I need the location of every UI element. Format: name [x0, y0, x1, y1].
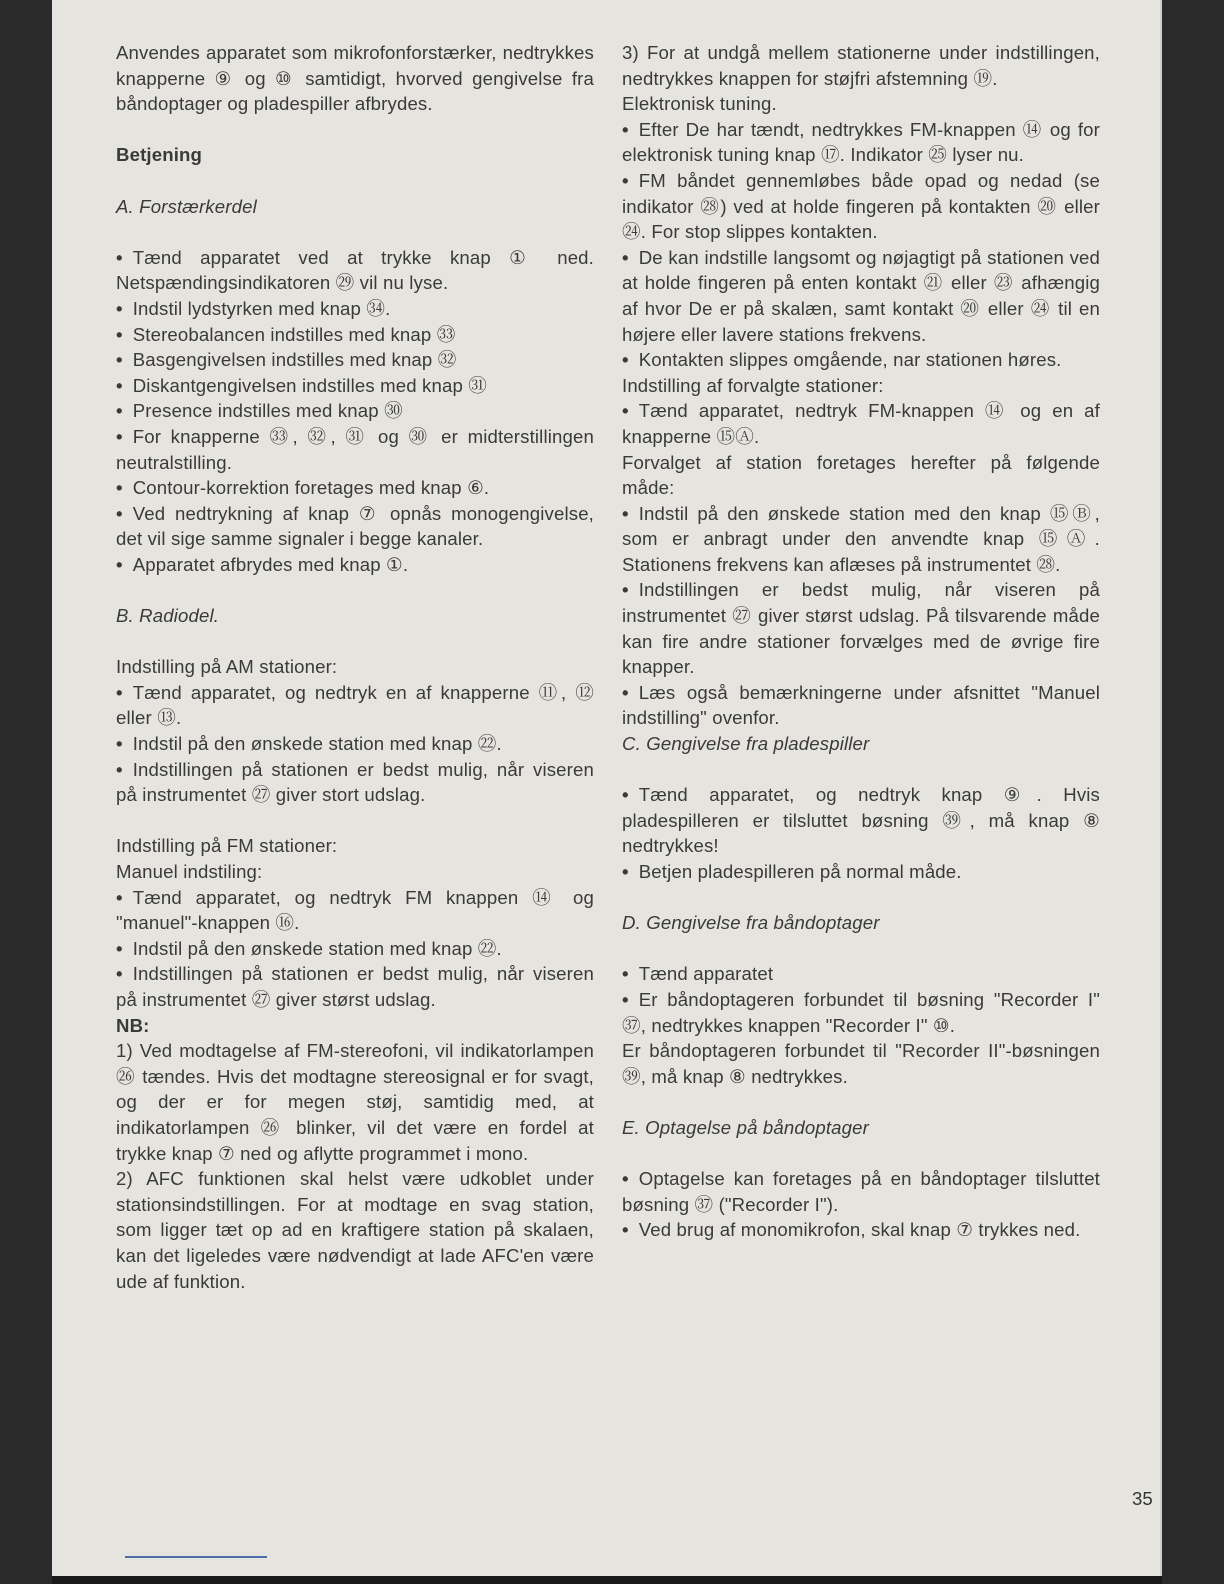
bullet-item: • Indstillingen er bedst mulig, når viseren på instrumentet ㉗ giver størst udslag. På tilsvarende måde kan fire andre stationer forvælges med de øvrige fire knapper.	[622, 577, 1100, 679]
spacer	[622, 885, 1100, 911]
spacer	[116, 219, 594, 245]
bullet-item: • Tænd apparatet, og nedtryk knap ⑨. Hvis pladespilleren er tilsluttet bøsning ㊴, må knap ⑧ nedtrykkes!	[622, 782, 1100, 859]
bullet-item: • Efter De har tændt, nedtrykkes FM-knappen ⑭ og for elektronisk tuning knap ⑰. Indikator ㉕ lyser nu.	[622, 117, 1100, 168]
paragraph: Forvalget af station foretages herefter på følgende måde:	[622, 451, 1100, 499]
bullet-item: • Stereobalancen indstilles med knap ㉝	[116, 322, 594, 348]
spacer	[116, 808, 594, 834]
subsection-title: B. Radiodel.	[116, 605, 220, 627]
bullet-item: • Optagelse kan foretages på en båndoptager tilsluttet bøsning ㊲ ("Recorder I").	[622, 1166, 1100, 1217]
spacer	[116, 117, 594, 143]
bullet-item: • Tænd apparatet, og nedtryk en af knapperne ⑪, ⑫ eller ⑬.	[116, 680, 594, 731]
bullet-item: • Ved nedtrykning af knap ⑦ opnås monogengivelse, det vil sige samme signaler i begge kanaler.	[116, 501, 594, 552]
spacer	[622, 936, 1100, 962]
section-heading: NB:	[116, 1014, 150, 1036]
paragraph: 2) AFC funktionen skal helst være udkoblet under stationsindstillingen. For at modtage en svag station, som ligger tæt op ad en kraftigere station på skalaen, kan det ligeledes være nødvendigt at lade AFC'en være ude af funktion.	[116, 1168, 594, 1292]
scan-edge	[52, 1576, 1162, 1584]
spacer	[622, 1089, 1100, 1115]
bullet-item: • FM båndet gennemløbes både opad og nedad (se indikator ㉘) ved at holde fingeren på kontakten ⑳ eller ㉔. For stop slippes kontakten.	[622, 168, 1100, 245]
bullet-item: • Tænd apparatet, nedtryk FM-knappen ⑭ og en af knapperne ⑮Ⓐ.	[622, 398, 1100, 449]
bullet-item: • Presence indstilles med knap ㉚	[116, 398, 594, 424]
paragraph: Elektronisk tuning.	[622, 93, 777, 115]
right-column	[622, 40, 1100, 1243]
bullet-item: • Er båndoptageren forbundet til bøsning "Recorder I" ㊲, nedtrykkes knappen "Recorder I" ⑩.	[622, 987, 1100, 1038]
bullet-item: • Indstil lydstyrken med knap ㉞.	[116, 296, 594, 322]
paragraph: Anvendes apparatet som mikrofonforstærker, nedtrykkes knapperne ⑨ og ⑩ samtidigt, hvorved gengivelse fra båndoptager og pladespiller afbrydes.	[116, 42, 594, 115]
bullet-item: • Tænd apparatet ved at trykke knap ① ned. Netspændingsindikatoren ㉙ vil nu lyse.	[116, 245, 594, 296]
paragraph: 1) Ved modtagelse af FM-stereofoni, vil indikatorlampen ㉖ tændes. Hvis det modtagne stereosignal er for svagt, og der er for megen støj, samtidig med, at indikatorlampen ㉖ blinker, vil det være en fordel at trykke knap ⑦ ned og aflytte programmet i mono.	[116, 1040, 594, 1164]
bullet-item: • Indstil på den ønskede station med den knap ⑮Ⓑ, som er anbragt under den anvendte knap ⑮Ⓐ. Stationens frekvens kan aflæses på instrumentet ㉘.	[622, 501, 1100, 578]
left-column	[116, 40, 594, 1294]
paragraph: Indstilling på AM stationer:	[116, 656, 338, 678]
bullet-item: • Tænd apparatet	[622, 961, 1100, 987]
bullet-item: • Læs også bemærkningerne under afsnittet "Manuel indstilling" ovenfor.	[622, 680, 1100, 731]
paragraph: Er båndoptageren forbundet til "Recorder II"-bøsningen ㊴, må knap ⑧ nedtrykkes.	[622, 1040, 1100, 1087]
paragraph: Indstilling af forvalgte stationer:	[622, 374, 884, 396]
bullet-item: • Indstillingen på stationen er bedst mulig, når viseren på instrumentet ㉗ giver stort udslag.	[116, 757, 594, 808]
bullet-item: • For knapperne ㉝, ㉜, ㉛ og ㉚ er midterstillingen neutralstilling.	[116, 424, 594, 475]
bullet-item: • Indstillingen på stationen er bedst mulig, når viseren på instrumentet ㉗ giver størst udslag.	[116, 961, 594, 1012]
spacer	[622, 1141, 1100, 1167]
bullet-item: • Basgengivelsen indstilles med knap ㉜	[116, 347, 594, 373]
subsection-title: E. Optagelse på båndoptager	[622, 1116, 869, 1138]
section-heading: Betjening	[116, 144, 203, 166]
spacer	[116, 577, 594, 603]
subsection-title: D. Gengivelse fra båndoptager	[622, 912, 880, 934]
bullet-item: • Betjen pladespilleren på normal måde.	[622, 859, 1100, 885]
bullet-item: • Apparatet afbrydes med knap ①.	[116, 552, 594, 578]
subsection-title: C. Gengivelse fra pladespiller	[622, 733, 870, 755]
spacer	[622, 757, 1100, 783]
bullet-item: • Kontakten slippes omgående, nar stationen høres.	[622, 347, 1100, 373]
bullet-item: • Indstil på den ønskede station med knap ㉒.	[116, 936, 594, 962]
bullet-item: • Indstil på den ønskede station med knap ㉒.	[116, 731, 594, 757]
bullet-item: • De kan indstille langsomt og nøjagtigt på stationen ved at holde fingeren på enten kontakt ㉑ eller ㉓ afhængig af hvor De er på skalæn, samt kontakt ⑳ eller ㉔ til en højere eller lavere stations frekvens.	[622, 245, 1100, 347]
bullet-item: • Diskantgengivelsen indstilles med knap ㉛	[116, 373, 594, 399]
page-number: 35	[1132, 1488, 1153, 1509]
bullet-item: • Tænd apparatet, og nedtryk FM knappen ⑭ og "manuel"-knappen ⑯.	[116, 885, 594, 936]
paragraph: Manuel indstiling:	[116, 861, 263, 882]
paragraph: 3) For at undgå mellem stationerne under indstillingen, nedtrykkes knappen for støjfri afstemning ⑲.	[622, 42, 1100, 89]
spacer	[116, 629, 594, 655]
bullet-item: • Contour-korrektion foretages med knap ⑥.	[116, 475, 594, 501]
bullet-item: • Ved brug af monomikrofon, skal knap ⑦ trykkes ned.	[622, 1217, 1100, 1243]
manual-page	[52, 0, 1162, 1584]
paragraph: Indstilling på FM stationer:	[116, 835, 338, 857]
subsection-title: A. Forstærkerdel	[116, 195, 257, 217]
spacer	[116, 168, 594, 194]
scan-mark	[125, 1556, 267, 1558]
